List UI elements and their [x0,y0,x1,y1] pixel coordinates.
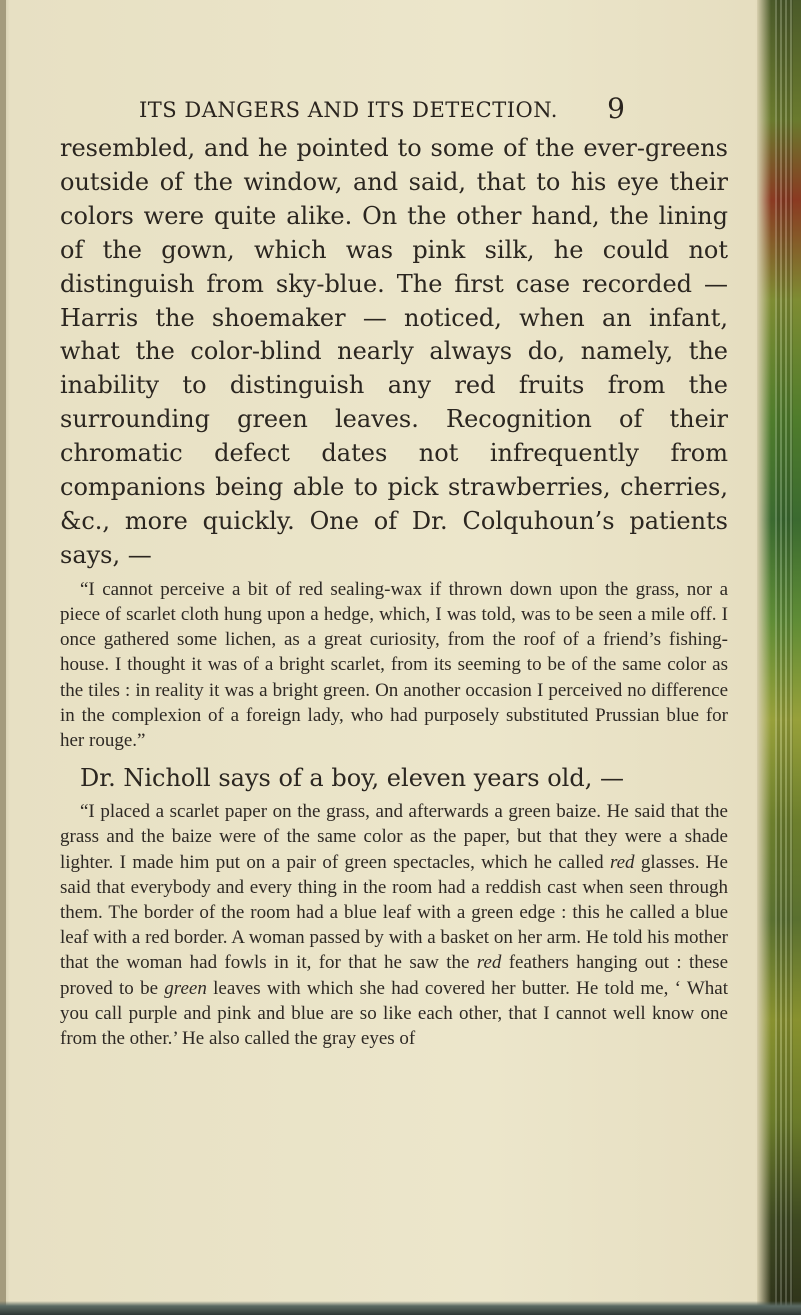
quote-paragraph: “I cannot perceive a bit of red sealing-wax if thrown down upon the grass, nor a piece of scarlet cloth hung upon a hedge, which, I was told, was to be seen a mile off. I once gathered some lichen, as a great curiosity, from the roof of a friend’s fishing-house. I thought it was of a bright scarlet, from its seeming to be of the same color as the tiles : in reality it was a bright green. On another occasion I perceived no difference in the complexion of a foreign lady, who had purposely substituted Prussian blue for her rouge.” [60,578,728,751]
quote-paragraph-nicholl [60,799,728,1051]
block-quote-nicholl [60,799,728,1051]
page-left-edge [0,0,6,1315]
binding-texture [775,0,793,1315]
page-bottom-edge [0,1301,801,1315]
italic-word: green [164,977,207,999]
quote-text: glasses. He said that everybody and every thing in the room had a reddish cast when seen through them. The border of the room had a blue leaf with a green edge : this he called a blue leaf with a red border. A woman passed by with a basket on her arm. He told his mother that the woman had fowls in it, for that he saw the [60,851,728,974]
quote-text: leaves with which she had covered her butter. He told me, ‘ What you call purple and pink and blue are so like each other, that I cannot well know one from the other.’ He also called the gray eyes of [60,977,728,1050]
quote-text: “I placed a scarlet paper on the grass, and afterwards a green baize. He said that the grass and the baize were of the same color as the paper, but that they were a shade lighter. I made him put on a pair of green spectacles, which he called [60,801,728,873]
italic-word: red [476,952,502,974]
page-content [60,132,728,1051]
body-paragraph: resembled, and he pointed to some of the ever-greens outside of the window, and said, that to his eye their colors were quite alike. On the other hand, the lining of the gown, which was pink silk, he could not distinguish from sky-blue. The first case recorded — Harris the shoemaker — noticed, when an infant, what the color-blind nearly always do, namely, the inability to distinguish any red fruits from the surrounding green leaves. Recognition of their chromatic defect dates not infrequently from companions being able to pick strawberries, cherries, &c., more quickly. One of Dr. Colquhoun’s patients says, — [60,134,728,569]
page-header [139,92,625,132]
page-number: 9 [607,92,625,125]
running-head: ITS DANGERS AND ITS DETECTION. [139,98,558,122]
block-quote-colquhoun [60,577,728,753]
lead-sentence: Dr. Nicholl says of a boy, eleven years old, — [80,764,624,793]
quote-text: feathers hanging out : these proved to be [60,952,729,999]
book-binding-edge [757,0,801,1315]
italic-word: red [609,851,635,873]
